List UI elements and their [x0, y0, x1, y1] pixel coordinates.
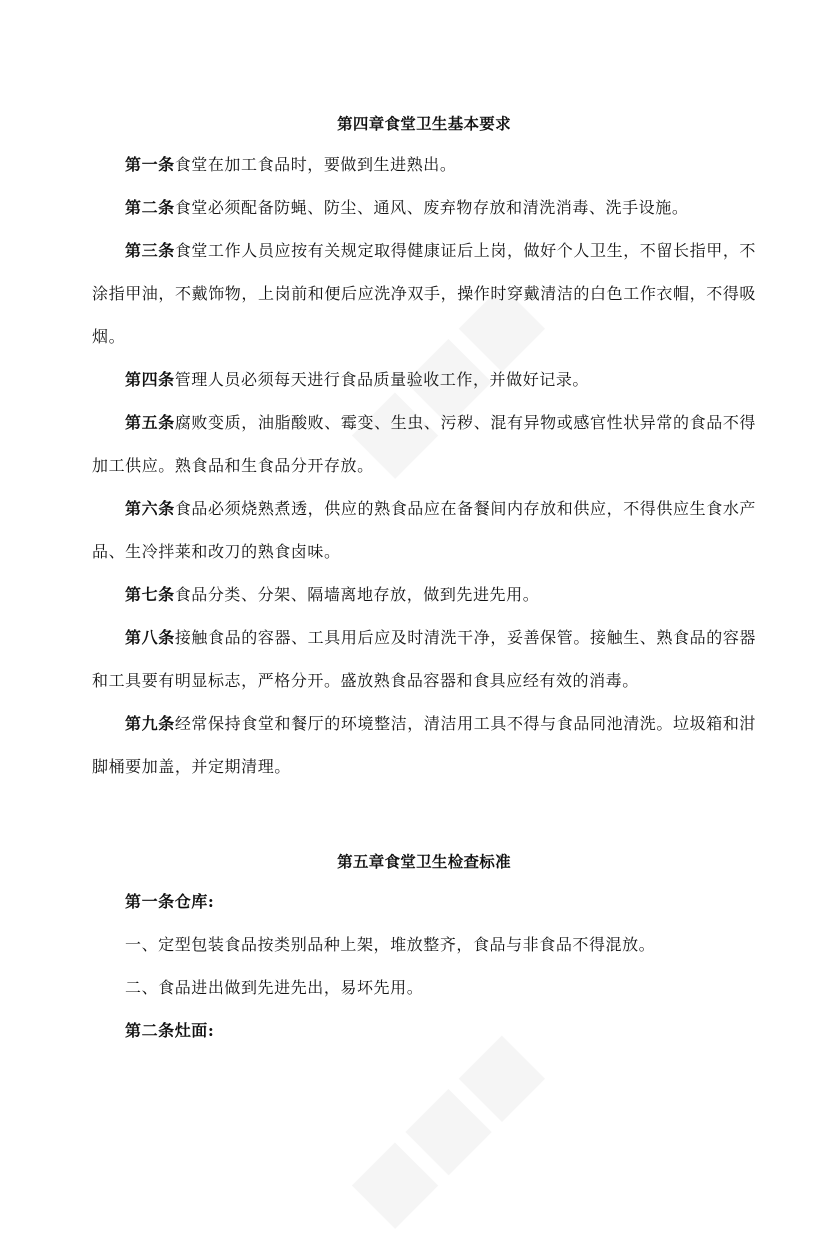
article-text: 食品必须烧熟煮透，供应的熟食品应在备餐间内存放和供应，不得供应生食水产品、生冷拌莱和改刀的熟食卤味。	[92, 499, 756, 561]
article-text: 管理人员必须每天进行食品质量验收工作，并做好记录。	[174, 370, 589, 389]
chapter-5-title: 第五章食堂卫生检查标准	[337, 852, 511, 871]
article-heading: 第二条灶面:	[125, 1021, 215, 1040]
list-item: 一、定型包装食品按类别品种上架，堆放整齐，食品与非食品不得混放。	[125, 935, 656, 954]
article-text: 食堂工作人员应按有关规定取得健康证后上岗，做好个人卫生，不留长指甲，不涂指甲油，不戴饰物，上岗前和便后应洗净双手，操作时穿戴清洁的白色工作衣帽，不得吸烟。	[92, 241, 756, 346]
article-paragraph	[92, 358, 756, 401]
article-label: 第六条	[125, 499, 175, 518]
article-label: 第七条	[125, 585, 175, 604]
article-paragraph	[92, 616, 756, 702]
article-label: 第一条	[125, 155, 175, 174]
article-paragraph	[92, 229, 756, 358]
list-item: 二、食品进出做到先进先出，易坏先用。	[125, 978, 424, 997]
article-label: 第五条	[125, 413, 175, 432]
article-label: 第九条	[125, 714, 175, 733]
article-text: 经常保持食堂和餐厅的环境整洁，清洁用工具不得与食品同池清洗。垃圾箱和泔脚桶要加盖，并定期清理。	[92, 714, 756, 776]
article-text: 食堂必须配备防蝇、防尘、通风、废弃物存放和清洗消毒、洗手设施。	[174, 198, 689, 217]
article-paragraph	[92, 487, 756, 573]
article-label: 第四条	[125, 370, 175, 389]
article-paragraph	[92, 573, 756, 616]
article-text: 食堂在加工食品时，要做到生进熟出。	[174, 155, 457, 174]
article-heading: 第一条仓库:	[125, 892, 215, 911]
article-label: 第三条	[125, 241, 175, 260]
article-label: 第八条	[125, 628, 175, 647]
article-text: 食品分类、分架、隔墙离地存放，做到先进先用。	[174, 585, 540, 604]
article-label: 第二条	[125, 198, 175, 217]
article-text: 接触食品的容器、工具用后应及时清洗干净，妥善保管。接触生、熟食品的容器和工具要有明显标志，严格分开。盛放熟食品容器和食具应经有效的消毒。	[92, 628, 756, 690]
article-text: 腐败变质，油脂酸败、霉变、生虫、污秽、混有异物或感官性状异常的食品不得加工供应。熟食品和生食品分开存放。	[92, 413, 756, 475]
article-paragraph	[92, 143, 756, 186]
article-paragraph	[92, 401, 756, 487]
article-paragraph	[92, 186, 756, 229]
document-page	[92, 112, 756, 1052]
chapter-4-title: 第四章食堂卫生基本要求	[337, 114, 511, 133]
chapter-4-articles	[92, 143, 756, 788]
article-paragraph	[92, 702, 756, 788]
